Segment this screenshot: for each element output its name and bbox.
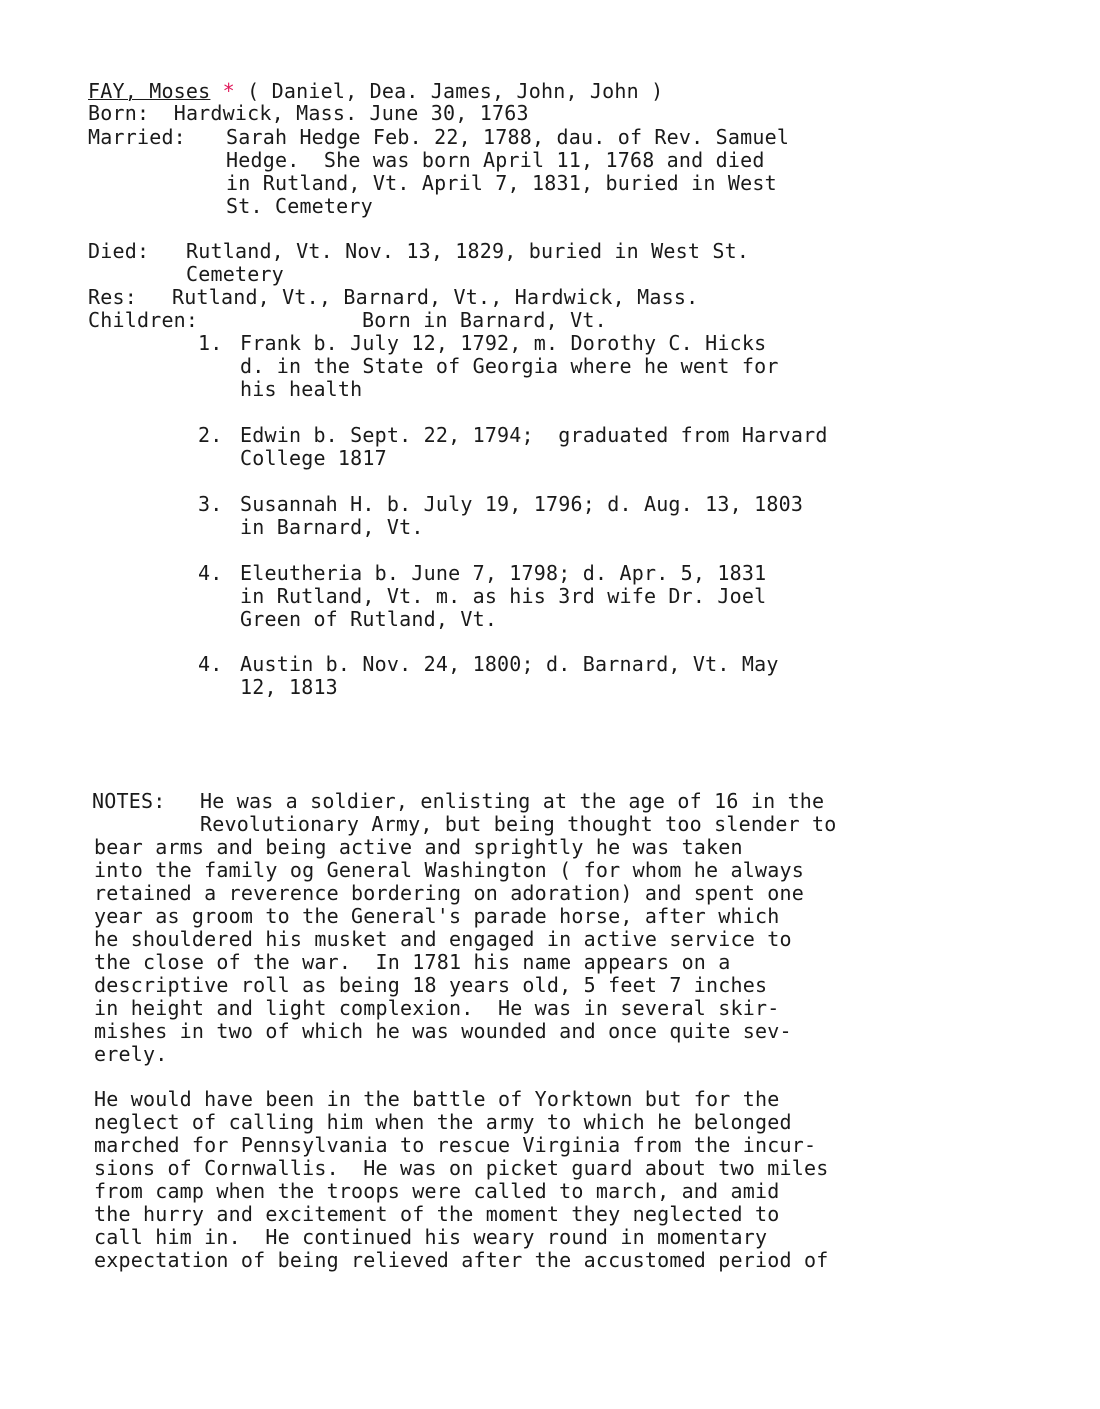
died-line: Rutland, Vt. Nov. 13, 1829, buried in West St. [186,239,750,263]
died-line: Cemetery [186,262,284,286]
res-text: Rutland, Vt., Barnard, Vt., Hardwick, Mass. [172,285,699,309]
married-line: in Rutland, Vt. April 7, 1831, buried in West [226,171,777,195]
notes-line: marched for Pennsylvania to rescue Virginia from the incur- [94,1133,817,1157]
res-label: Res: [88,285,137,309]
notes-line: year as groom to the General's parade horse, after which [94,904,780,928]
child-line: Austin b. Nov. 24, 1800; d. Barnard, Vt. May [240,652,779,676]
notes-line: neglect of calling him when the army to which he belonged [94,1110,792,1134]
child-number: 1. [198,331,223,355]
notes-line: the hurry and excitement of the moment they neglected to [94,1202,780,1226]
notes-line: retained a reverence bordering on adoration) and spent one [94,881,804,905]
notes-line: the close of the war. In 1781 his name appears on a [94,950,731,974]
notes-line: expectation of being relieved after the accustomed period of [94,1248,829,1272]
notes-line: bear arms and being active and sprightly he was taken [94,835,743,859]
child-line: Eleutheria b. June 7, 1798; d. Apr. 5, 1831 [240,561,767,585]
child-number: 4. [198,561,223,585]
notes-line: in height and light complexion. He was in several skir- [94,996,780,1020]
child-line: in Barnard, Vt. [240,515,424,539]
notes-line: from camp when the troops were called to march, and amid [94,1179,780,1203]
children-note: Born in Barnard, Vt. [362,308,607,332]
header-line [88,80,663,102]
child-number: 3. [198,492,223,516]
child-line: 12, 1813 [240,675,338,699]
married-line: Sarah Hedge Feb. 22, 1788, dau. of Rev. Samuel [226,125,790,149]
child-line: Frank b. July 12, 1792, m. Dorothy C. Hicks [240,331,767,355]
notes-line: sions of Cornwallis. He was on picket guard about two miles [94,1156,829,1180]
child-line: d. in the State of Georgia where he went for [240,354,779,378]
notes-line: He was a soldier, enlisting at the age of 16 in the [200,789,825,813]
married-line: Hedge. She was born April 11, 1768 and died [226,148,765,172]
person-name: FAY, Moses [88,79,211,103]
notes-line: He would have been in the battle of Yorktown but for the [94,1087,780,1111]
notes-line: into the family og General Washington ( for whom he always [94,858,804,882]
born-text: Hardwick, Mass. June 30, 1763 [173,101,529,125]
child-line: in Rutland, Vt. m. as his 3rd wife Dr. Joel [240,584,767,608]
married-line: St. Cemetery [226,194,373,218]
child-line: Green of Rutland, Vt. [240,607,498,631]
child-number: 2. [198,423,223,447]
notes-line: call him in. He continued his weary round in momentary [94,1225,768,1249]
died-label: Died: [88,239,150,263]
child-line: his health [240,377,363,401]
married-label: Married: [88,125,186,149]
notes-line: he shouldered his musket and engaged in active service to [94,927,792,951]
notes-line: erely. [94,1042,168,1066]
child-line: Edwin b. Sept. 22, 1794; graduated from Harvard [240,423,828,447]
child-line: Susannah H. b. July 19, 1796; d. Aug. 13, 1803 [240,492,804,516]
lineage: ( Daniel, Dea. James, John, John ) [247,79,664,103]
child-number: 4. [198,652,223,676]
children-label: Children: [88,308,199,332]
marker-asterisk: * [222,79,235,103]
notes-line: descriptive roll as being 18 years old, 5 feet 7 inches [94,973,768,997]
born-line [88,102,529,124]
notes-label: NOTES: [92,789,166,813]
notes-line: Revolutionary Army, but being thought too slender to [200,812,837,836]
born-label: Born: [88,101,150,125]
child-line: College 1817 [240,446,387,470]
notes-line: mishes in two of which he was wounded and once quite sev- [94,1019,792,1043]
